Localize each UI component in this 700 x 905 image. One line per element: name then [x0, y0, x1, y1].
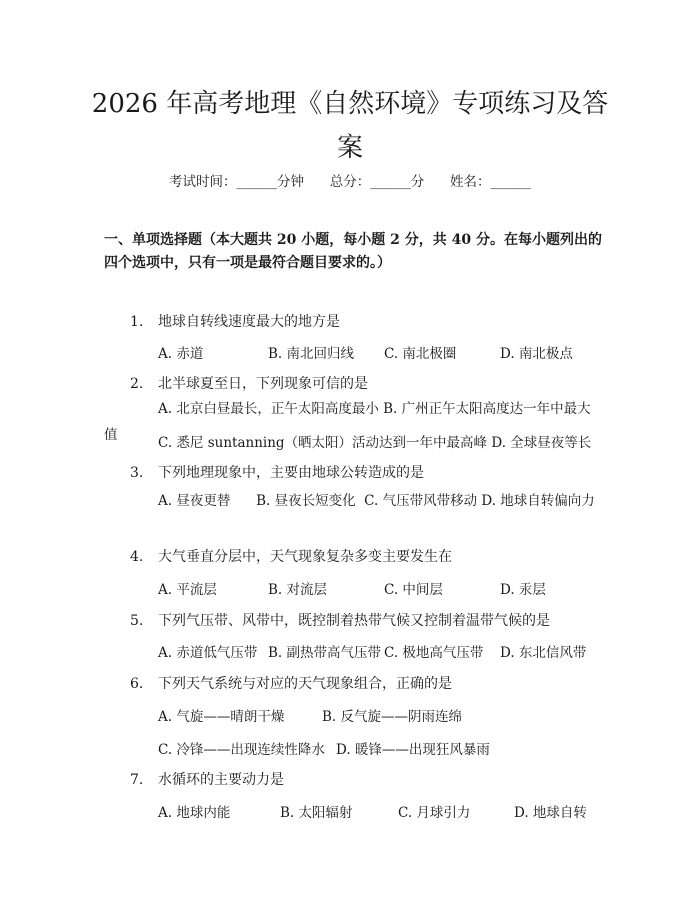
option-a: A. 地球内能: [158, 805, 231, 821]
exam-info-line: 考试时间：______分钟 总分：______分 姓名：______: [169, 174, 531, 190]
option-a: A. 赤道低气压带: [158, 645, 258, 661]
question-number: 7.: [130, 772, 144, 788]
question-number: 1.: [130, 314, 144, 330]
option-c: C. 冷锋——出现连续性降水: [158, 742, 325, 758]
question-number: 4.: [130, 549, 144, 565]
option-c: C. 南北极圈: [384, 346, 457, 362]
option-d: D. 南北极点: [500, 346, 573, 362]
page-title: 2026 年高考地理《自然环境》专项练习及答案: [91, 89, 609, 163]
question-3-options: A. 昼夜更替 B. 昼夜长短变化 C. 气压带风带移动 D. 地球自转偏向力: [158, 493, 595, 509]
question-3: [130, 462, 424, 482]
section-heading: 一、单项选择题（本大题共 20 小题，每小题 2 分，共 40 分。在每小题列出的四个选项中，只有一项是最符合题目要求的。）: [104, 232, 602, 271]
option-b: B. 反气旋——阴雨连绵: [322, 709, 463, 725]
question-1: [130, 311, 340, 331]
question-6: [130, 673, 452, 693]
question-2-options-cd: C. 悉尼 suntanning（晒太阳）活动达到一年中最高峰 D. 全球昼夜等长: [158, 435, 592, 451]
option-b: B. 太阳辐射: [280, 805, 353, 821]
option-a: A. 平流层: [158, 582, 217, 598]
question-stem: 下列气压带、风带中，既控制着热带气候又控制着温带气候的是: [158, 613, 550, 629]
question-5: [130, 610, 550, 630]
question-number: 2.: [130, 376, 144, 392]
option-c: C. 极地高气压带: [384, 645, 484, 661]
question-2: [130, 373, 368, 393]
question-stem: 下列天气系统与对应的天气现象组合，正确的是: [158, 676, 452, 692]
option-b: B. 南北回归线: [268, 346, 355, 362]
option-d: D. 汞层: [500, 582, 546, 598]
question-7: [130, 769, 284, 789]
option-a: A. 气旋——晴朗干燥: [158, 709, 285, 725]
question-4: [130, 546, 452, 566]
option-c: C. 月球引力: [398, 805, 471, 821]
option-b: B. 副热带高气压带: [268, 645, 382, 661]
question-number: 3.: [130, 465, 144, 481]
option-d: D. 暖锋——出现狂风暴雨: [336, 742, 490, 758]
question-number: 5.: [130, 613, 144, 629]
question-2-options-ab: A. 北京白昼最长，正午太阳高度最小 B. 广州正午太阳高度达一年中最大值: [104, 401, 591, 443]
question-stem: 下列地理现象中，主要由地球公转造成的是: [158, 465, 424, 481]
option-c: C. 中间层: [384, 582, 443, 598]
question-stem: 大气垂直分层中，天气现象复杂多变主要发生在: [158, 549, 452, 565]
question-stem: 水循环的主要动力是: [158, 772, 284, 788]
option-b: B. 对流层: [268, 582, 328, 598]
option-a: A. 赤道: [158, 346, 204, 362]
option-d: D. 地球自转: [514, 805, 587, 821]
question-number: 6.: [130, 676, 144, 692]
question-stem: 地球自转线速度最大的地方是: [158, 314, 340, 330]
option-d: D. 东北信风带: [500, 645, 587, 661]
question-stem: 北半球夏至日，下列现象可信的是: [158, 376, 368, 392]
